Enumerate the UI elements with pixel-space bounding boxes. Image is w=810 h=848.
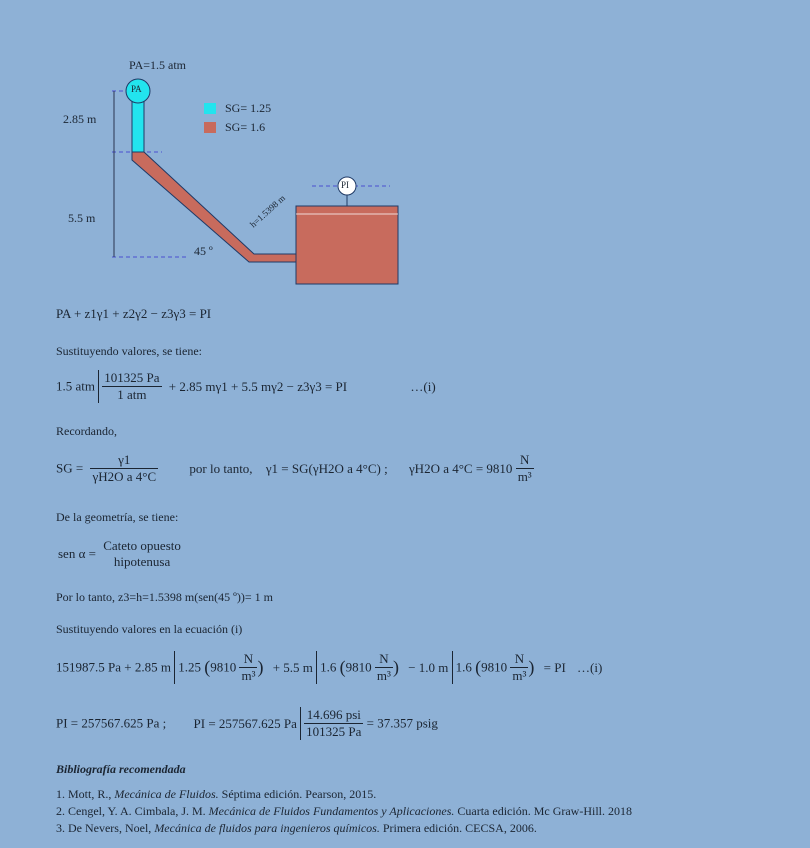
eq3-rel: γ1 = SG(γH2O a 4°C) ;	[265, 460, 388, 476]
eq4-num: Cateto opuesto	[103, 538, 181, 553]
eq5-a: 151987.5 Pa + 2.85 m	[56, 659, 171, 675]
bib3-title: Mecánica de fluidos para ingenieros químicos.	[154, 821, 380, 835]
eq2-conversion	[98, 370, 161, 403]
equation-1: PA + z1γ1 + z2γ2 − z3γ3 = PI	[56, 306, 212, 321]
equation-2	[56, 370, 436, 403]
pipe-length-label: h=1.5398 m	[248, 192, 288, 230]
eq3-sg: SG =	[56, 460, 84, 476]
bib3-authors: 3. De Nevers, Noel,	[56, 821, 155, 835]
eq5-i: 9810	[481, 659, 508, 675]
bibliography-item-1	[56, 787, 376, 802]
bib3-edition: Primera edición. CECSA, 2006.	[379, 821, 537, 835]
bib1-edition: Séptima edición. Pearson, 2015.	[218, 787, 377, 801]
eq2-rest: + 2.85 mγ1 + 5.5 mγ2 − z3γ3 = PI	[168, 378, 348, 394]
text-sustituyendo: Sustituyendo valores, se tiene:	[56, 344, 202, 358]
eq5-un1: N	[239, 651, 257, 668]
pi-circle-label: PI	[341, 180, 350, 190]
bibliography-item-3	[56, 821, 537, 836]
pa-label: PA=1.5 atm	[129, 58, 186, 72]
eq5-e: 1.6	[320, 659, 337, 675]
eq5-g: − 1.0 m	[408, 659, 449, 675]
eq5-ud3: m³	[512, 668, 527, 683]
text-recordando: Recordando,	[56, 424, 117, 438]
eq6-num: 14.696 psi	[304, 707, 363, 724]
bib1-authors: 1. Mott, R.,	[56, 787, 115, 801]
dim-bottom-label: 5.5 m	[68, 211, 96, 225]
text-por-tanto: Por lo tanto, z3=h=1.5398 m(sen(45 º))= 1 m	[56, 590, 273, 604]
eq6-den: 101325 Pa	[306, 724, 362, 739]
eq3-num: γ1	[90, 452, 158, 469]
eq3-unit-num: N	[516, 452, 534, 469]
bib1-title: Mecánica de Fluidos.	[114, 787, 219, 801]
eq5-un3: N	[510, 651, 528, 668]
equation-3	[56, 452, 534, 485]
bib2-authors: 2. Cengel, Y. A. Cimbala, J. M.	[56, 804, 209, 818]
eq5-d: + 5.5 m	[272, 659, 313, 675]
eq2-lead: 1.5 atm	[56, 378, 95, 394]
legend-swatch-brown	[204, 122, 216, 133]
manometer-diagram	[0, 0, 810, 300]
bib2-edition: Cuarta edición. Mc Graw-Hill. 2018	[454, 804, 633, 818]
eq4-lead: sen α =	[58, 546, 96, 561]
bibliography-item-2	[56, 804, 632, 819]
bibliography-heading: Bibliografía recomendada	[56, 762, 186, 776]
equation-4	[58, 538, 183, 570]
eq5-un2: N	[375, 651, 393, 668]
eq5-ud1: m³	[241, 668, 256, 683]
legend-label-1: SG= 1.25	[225, 101, 272, 115]
eq2-den: 1 atm	[117, 387, 147, 402]
text-geometria: De la geometría, se tiene:	[56, 510, 179, 524]
equation-5: 151987.5 Pa + 2.85 m 1.25 (9810 $\frac{N}{\text{m³}}$ ) + 5.5 m 1.6 (9810 $\frac{N}{\text{m³}}$ ) − 1.0 m 1.6 (9810 $\frac{N}{\text{m³}}$ ) = PI …(i)	[56, 651, 603, 683]
pa-circle-label: PA	[131, 84, 142, 94]
eq5-tag: …(i)	[577, 659, 603, 675]
angle-label: 45 º	[194, 244, 213, 258]
eq2-num: 101325 Pa	[104, 370, 160, 385]
eq3-den: γH2O a 4°C	[92, 469, 157, 484]
equation-6	[56, 707, 438, 740]
legend-swatch-cyan	[204, 103, 216, 114]
eq3-unit-den: m³	[517, 469, 532, 484]
eq2-tag: …(i)	[410, 378, 436, 394]
dim-top-label: 2.85 m	[63, 112, 97, 126]
eq5-ud2: m³	[376, 668, 391, 683]
cyan-column	[132, 100, 144, 152]
bib2-title: Mecánica de Fluidos Fundamentos y Aplicaciones.	[208, 804, 455, 818]
eq5-j: = PI	[543, 659, 566, 675]
text-sustituyendo-2: Sustituyendo valores en la ecuación (i)	[56, 622, 243, 636]
eq5-c: 9810	[210, 659, 237, 675]
eq6-right: PI = 257567.625 Pa	[193, 715, 297, 731]
eq3-mid: por lo tanto,	[189, 460, 253, 476]
eq3-water: γH2O a 4°C = 9810	[408, 460, 513, 476]
eq5-b: 1.25	[178, 659, 201, 675]
tank-body	[296, 206, 398, 284]
legend-label-2: SG= 1.6	[225, 120, 266, 134]
eq4-den: hipotenusa	[113, 554, 171, 569]
eq6-left: PI = 257567.625 Pa ;	[56, 715, 167, 731]
eq5-f: 9810	[345, 659, 372, 675]
eq5-h: 1.6	[455, 659, 472, 675]
eq6-result: = 37.357 psig	[366, 715, 438, 731]
